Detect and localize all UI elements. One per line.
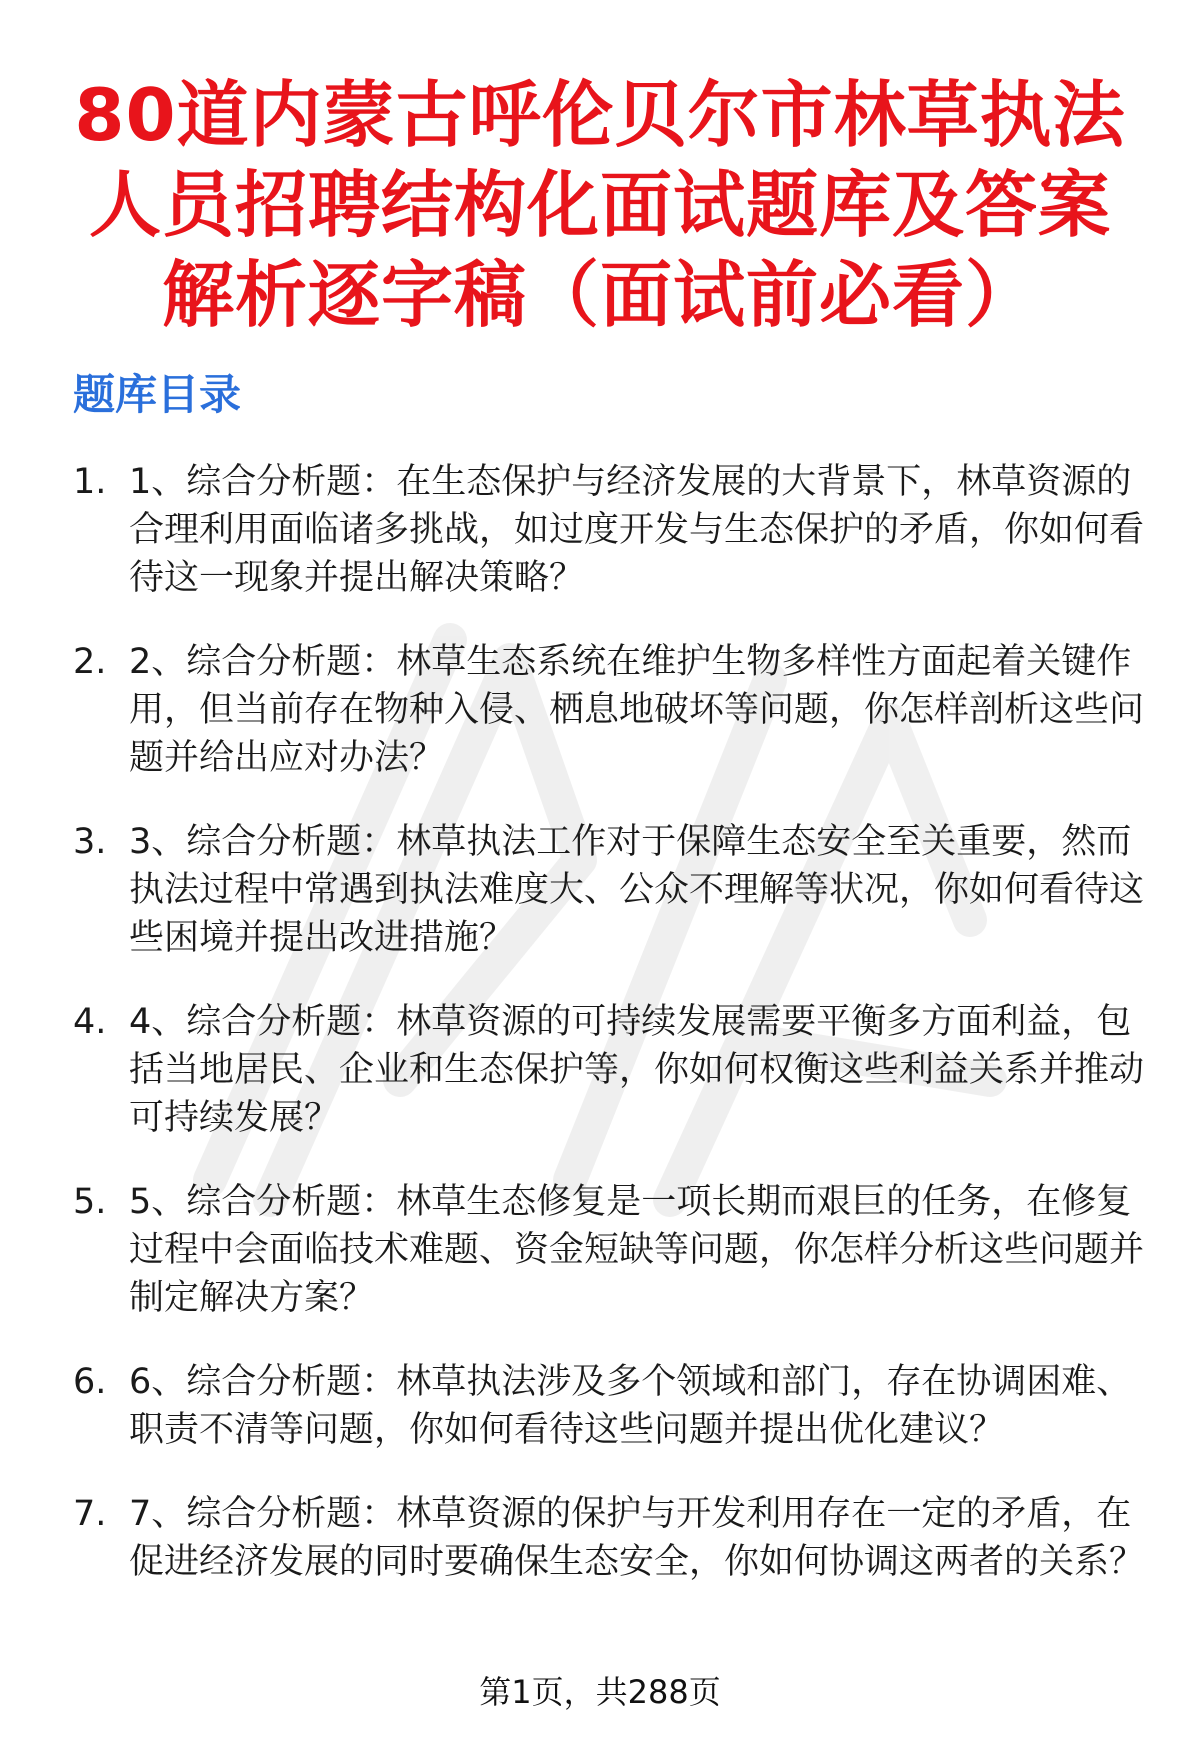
question-text: 6、综合分析题：林草执法涉及多个领域和部门，存在协调困难、职责不清等问题，你如何看待这些问题并提出优化建议？ <box>129 1362 1132 1450</box>
question-item <box>73 1358 1163 1454</box>
question-number: 1. <box>73 462 107 502</box>
toc-heading: 题库目录 <box>73 370 242 419</box>
question-item <box>73 458 1163 602</box>
question-number: 3. <box>73 822 107 862</box>
question-text: 7、综合分析题：林草资源的保护与开发利用存在一定的矛盾，在促进经济发展的同时要确保生态安全，你如何协调这两者的关系？ <box>129 1494 1145 1582</box>
question-item <box>73 818 1163 962</box>
question-number: 6. <box>73 1362 107 1402</box>
question-number: 7. <box>73 1494 107 1534</box>
question-text: 4、综合分析题：林草资源的可持续发展需要平衡多方面利益，包括当地居民、企业和生态保护等，你如何权衡这些利益关系并推动可持续发展？ <box>129 1002 1145 1138</box>
question-text: 3、综合分析题：林草执法工作对于保障生态安全至关重要，然而执法过程中常遇到执法难度大、公众不理解等状况，你如何看待这些困境并提出改进措施？ <box>129 822 1145 958</box>
question-item <box>73 1490 1163 1586</box>
question-text: 1、综合分析题：在生态保护与经济发展的大背景下，林草资源的合理利用面临诸多挑战，如过度开发与生态保护的矛盾，你如何看待这一现象并提出解决策略？ <box>129 462 1145 598</box>
question-list <box>73 458 1163 1622</box>
question-item <box>73 638 1163 782</box>
question-text: 5、综合分析题：林草生态修复是一项长期而艰巨的任务，在修复过程中会面临技术难题、资金短缺等问题，你怎样分析这些问题并制定解决方案？ <box>129 1182 1145 1318</box>
question-item <box>73 998 1163 1142</box>
question-item <box>73 1178 1163 1322</box>
question-text: 2、综合分析题：林草生态系统在维护生物多样性方面起着关键作用，但当前存在物种入侵、栖息地破坏等问题，你怎样剖析这些问题并给出应对办法？ <box>129 642 1145 778</box>
question-number: 2. <box>73 642 107 682</box>
document-title: 80道内蒙古呼伦贝尔市林草执法人员招聘结构化面试题库及答案解析逐字稿（面试前必看） <box>74 73 1126 337</box>
question-number: 5. <box>73 1182 107 1222</box>
question-number: 4. <box>73 1002 107 1042</box>
page-footer: 第1页，共288页 <box>479 1673 721 1711</box>
